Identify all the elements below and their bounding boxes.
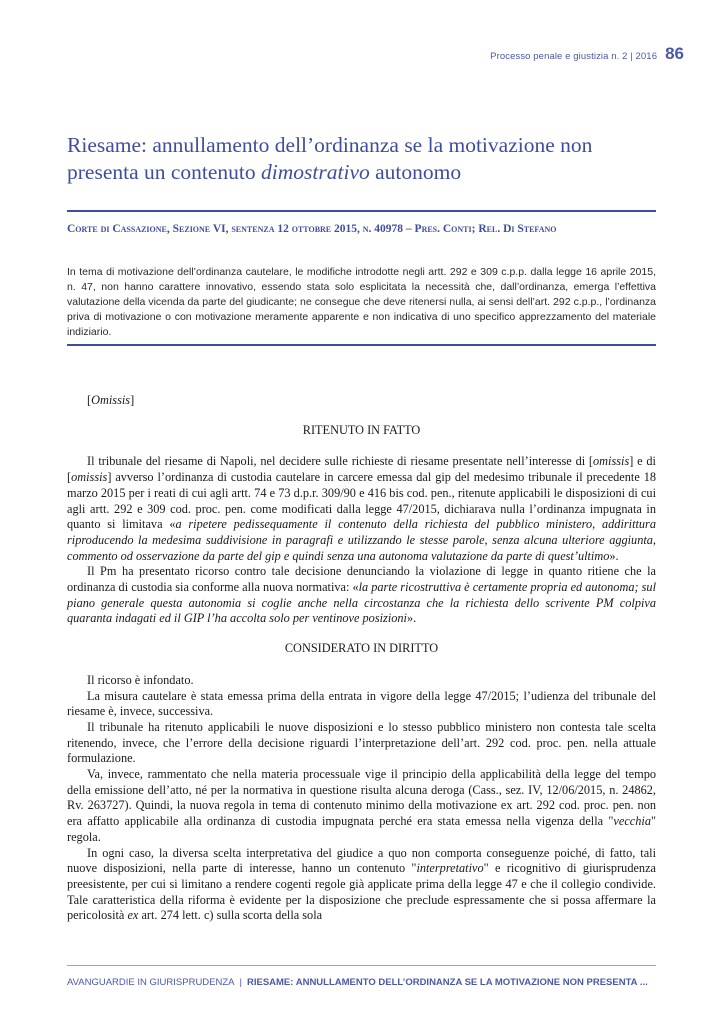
- section-heading-diritto: CONSIDERATO IN DIRITTO: [284, 641, 439, 656]
- paragraph-5: Il tribunale ha ritenuto applicabili le nuove disposizioni e lo stesso pubblico ministero non contesta tale scelta ritenendo, invece, che l’errore della decisione riguardi l’interpretazione dell’art. 292 cod. proc. pen. nella attuale formulazione.: [67, 719, 656, 766]
- judgment-body: [67, 393, 656, 924]
- running-header: [490, 44, 684, 64]
- footer-running-title: RIESAME: ANNULLAMENTO DELL’ORDINANZA SE LA MOTIVAZIONE NON PRESENTA ...: [246, 977, 648, 988]
- journal-name: Processo penale e giustizia n. 2 | 2016: [490, 51, 658, 62]
- footer-section: AVANGUARDIE IN GIURISPRUDENZA: [67, 977, 235, 988]
- court-citation: Corte di Cassazione, Sezione VI, sentenza 12 ottobre 2015, n. 40978 – Pres. Conti; Rel. Di Stefano: [67, 223, 557, 235]
- footer-separator: |: [239, 977, 242, 988]
- bottom-divider: [67, 344, 656, 346]
- omissis-marker: [Omissis]: [87, 393, 135, 407]
- top-divider: [67, 210, 656, 212]
- paragraph-1: Il tribunale del riesame di Napoli, nel decidere sulle richieste di riesame presentate nell’interesse di [omissis] e di [omissis] avverso l’ordinanza di custodia cautelare in carcere emessa dal gip del medesimo tribunale il precedente 18 marzo 2015 per i reati di cui agli artt. 74 e 73 d.p.r. 309/90 e 416 bis cod. pen., ritenute applicabili le disposizioni di cui agli artt. 292 e 309 cod. proc. pen. come modificati dalla legge 47/2015, dichiarava nulla l’ordinanza impugnata in quanto si limitava «a ripetere pedissequamente il contenuto della richiesta del pubblico ministero, addirittura riproducendo la medesima suddivisione in paragrafi e utilizzando le stesse parole, senza alcuna ulteriore aggiunta, commento od osservazione da parte del gip e quindi senza una autonoma valutazione da parte di quest’ultimo».: [67, 454, 656, 563]
- paragraph-7: In ogni caso, la diversa scelta interpretativa del giudice a quo non comporta conseguenze poiché, di fatto, tali nuove disposizioni, nella parte di interesse, hanno un contenuto "interpretativo" e ricognitivo di giurisprudenza preesistente, per cui si limitano a rendere cogenti regole già applicate prima della legge 47 e che il collegio condivide. Tale caratteristica della riforma è evidente per la disposizione che preclude espressamente che si possa affermare la pericolosità ex art. 274 lett. c) sulla scorta della sola: [67, 845, 656, 923]
- paragraph-2: Il Pm ha presentato ricorso contro tale decisione denunciando la violazione di legge in quanto ritiene che la ordinanza di custodia sia conforme alla nuova normativa: «la parte ricostruttiva è certamente propria ed autonoma; sul piano generale questa autonomia si coglie anche nella circostanza che la richiesta dello scrivente PM colpiva quaranta indagati ed il GIP l’ha accolta solo per ventinove posizioni».: [67, 564, 656, 626]
- paragraph-4: La misura cautelare è stata emessa prima della entrata in vigore della legge 47/2015; l’udienza del tribunale del riesame è, invece, successiva.: [67, 688, 656, 719]
- footer-divider: [67, 965, 656, 966]
- section-heading-fatto: RITENUTO IN FATTO: [302, 422, 421, 437]
- paragraph-6: Va, invece, rammentato che nella materia processuale vige il principio della applicabilità della legge del tempo della emissione dell’atto, né per la normativa in questione risulta alcuna deroga (Cass., sez. IV, 12/06/2015, n. 24862, Rv. 263727). Quindi, la nuova regola in tema di contenuto minimo della motivazione ex art. 292 cod. proc. pen. non era affatto applicabile alla ordinanza di custodia impugnata perché era stata emessa nella vigenza della "vecchia" regola.: [67, 767, 656, 844]
- paragraph-3: Il ricorso è infondato.: [87, 672, 194, 687]
- page-number: 86: [665, 44, 684, 63]
- running-footer: [67, 977, 656, 988]
- title-part-1: Riesame: annullamento dell’ordinanza se la motivazione non presenta un contenuto: [67, 133, 593, 184]
- case-summary: In tema di motivazione dell’ordinanza cautelare, le modifiche introdotte negli artt. 292 e 309 c.p.p. dalla legge 16 aprile 2015, n. 47, non hanno carattere innovativo, essendo stata solo esplicitata la necessità che, dall’ordinanza, emerga l’effettiva valutazione della vicenda da parte del giudicante; ne consegue che deve ritenersi nulla, ai sensi dell’art. 292 c.p.p., l’ordinanza priva di motivazione o con motivazione meramente apparente e non indicativa di uno specifico apprezzamento del materiale indiziario.: [67, 266, 656, 338]
- title-italic-word: dimostrativo: [261, 160, 370, 184]
- article-title: [67, 132, 667, 186]
- title-part-3: autonomo: [369, 160, 462, 184]
